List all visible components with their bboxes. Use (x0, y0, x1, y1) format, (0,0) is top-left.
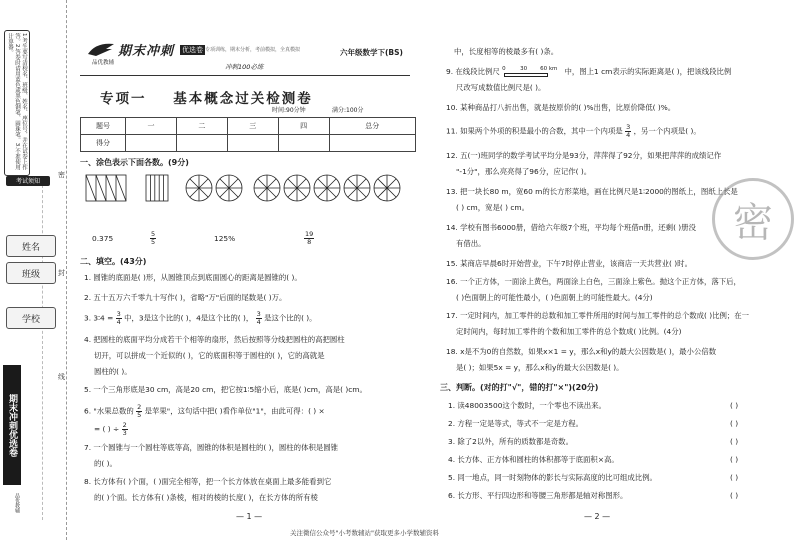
score-header: 一 (126, 118, 177, 135)
question-16-line-2: ( )色面朝上的可能性最小，( )色面朝上的可能性最大。(4分) (456, 293, 653, 302)
judge-item-2: 2. 方程一定是等式，等式不一定是方程。 (448, 419, 584, 428)
judge-item-5: 5. 同一地点，同一时刻物体的影长与实际高度的比可组成比例。 (448, 473, 657, 482)
binding-line (66, 0, 67, 540)
q9-part-a: 9. 在线段比例尺 (446, 67, 500, 76)
vertical-logo-text: 期末冲刺优选卷 (3, 365, 21, 485)
shading-figures (84, 171, 404, 231)
question-14-line-2: 有借出。 (456, 239, 486, 248)
question-6-line-2 (94, 422, 128, 437)
question-7-line-1: 7. 一个圆锥与一个圆柱等底等高，圆锥的体积是圆柱的( )，圆柱的体积是圆锥 (84, 443, 339, 452)
question-17-line-1: 17. 一定时间内，加工零件的总数和加工零件所用的时间与加工零件的总个数成( )比例；在一 (446, 311, 750, 320)
judge-item-4: 4. 长方体、正方体和圆柱的体积都等于底面积×高。 (448, 455, 619, 464)
judge-item-6: 6. 长方形、平行四边形和等腰三角形都是轴对称图形。 (448, 491, 628, 500)
full-score: 满分:100分 (332, 107, 364, 114)
section2-title: 二、填空。(43分) (80, 257, 147, 266)
shade-label-1: 0.375 (92, 234, 114, 243)
page-title: 专项一 基本概念过关检测卷 (100, 91, 313, 107)
question-18-line-2: 是( )；如果5x = y，那么x和y的最大公因数是( )。 (456, 363, 624, 372)
school-field[interactable]: 学校 (6, 307, 56, 329)
question-17-line-2: 定时间内，每时加工零件的个数和加工零件的总个数成( )比例。(4分) (456, 327, 682, 336)
question-4-line-2: 切开，可以拼成一个近似的( )，它的底面积等于圆柱的( )，它的高就是 (94, 351, 325, 360)
vertical-logo-sub: 品优教辅 (14, 493, 20, 513)
brand-tag: 优选卷 (182, 46, 203, 54)
score-header: 总分 (329, 118, 416, 135)
question-6 (84, 404, 325, 419)
q6-part-b: 是苹果"，这句话中把( )看作单位"1"，由此可得：( ) × (144, 406, 325, 416)
question-18-line-1: 18. x是不为0的自然数，如果x×1 = y，那么x和y的最大公因数是( )，最小公倍数 (446, 347, 717, 356)
question-2: 2. 五十五万六千零九十写作( )，省略"万"后面的尾数是( )万。 (84, 293, 287, 302)
exam-notes-badge: 考试须知 (6, 176, 50, 186)
shade-label-3: 125% (214, 234, 236, 243)
vertical-logo (2, 355, 24, 525)
circle-figures (186, 175, 400, 201)
brand-title: 期末冲刺 (118, 44, 175, 59)
score-table (80, 117, 416, 152)
score-cell[interactable] (126, 135, 177, 152)
question-15: 15. 某商店早晨6时开始营业，下午7时停止营业，该商店一天共营业( )时。 (446, 259, 692, 268)
shade-label-4: $\frac{19}{8}$ (305, 230, 314, 246)
q3-part-b: 中，3是这个比的( )，4是这个比的( )， (124, 313, 254, 323)
q11-part-b: ，另一个内项是( )。 (633, 126, 701, 136)
slogan: 专项训练，期末分析，考前模拟，全真模拟 (205, 47, 301, 53)
score-cell[interactable] (227, 135, 278, 152)
score-cell[interactable] (329, 135, 416, 152)
rect-figure-1 (86, 175, 126, 201)
question-13-line-2: ( ) cm，宽是( ) cm。 (456, 203, 530, 212)
question-12-line-1: 12. 五(一)班同学的数学考试平均分是93分，萍萍得了92分，如果把萍萍的成绩记作 (446, 151, 722, 160)
q11-part-a: 11. 如果两个外项的积是最小的合数，其中一个内项是 (446, 126, 623, 136)
header-rule (80, 75, 410, 76)
q6-part-a: 6. "水果总数的 (84, 406, 134, 416)
shade-label-2: $\frac{5}{5}$ (151, 230, 156, 246)
rect-figure-2 (146, 175, 168, 201)
binding-line-inner (42, 180, 43, 520)
score-header: 题号 (81, 118, 126, 135)
score-header: 三 (227, 118, 278, 135)
footer-note: 关注微信公众号"小考数辅站"获取更多小学数辅资料 (290, 529, 439, 537)
score-row-label: 得分 (81, 135, 126, 152)
question-5: 5. 一个三角形底是30 cm，高是20 cm，把它按1∶5缩小后，底是( )cm，高是( )cm。 (84, 385, 367, 394)
time-limit: 时间:90分钟 (272, 107, 306, 114)
judge-answer-2[interactable]: ( ) (730, 419, 739, 428)
judge-answer-3[interactable]: ( ) (730, 437, 739, 446)
judge-answer-4[interactable]: ( ) (730, 455, 739, 464)
judge-answer-5[interactable]: ( ) (730, 473, 739, 482)
grade-label: 六年级数学下(BS) (340, 48, 403, 57)
q6-part-c: = ( ) ÷ (94, 424, 120, 434)
page-number-2: — 2 — (584, 512, 611, 521)
question-8-line-2: 的( )个面。长方体有( )条棱，相对的棱的长度( )，在长方体的所有棱 (94, 493, 318, 502)
q11-fraction: $\frac{3}{4}$ (626, 123, 631, 139)
question-1: 1. 圆锥的底面是( )形，从圆锥顶点到底面圆心的距离是圆锥的( )。 (84, 273, 302, 282)
question-12-line-2: "-1分"，那么亮亮得了96分，应记作( )。 (456, 167, 592, 176)
judge-item-3: 3. 除了2以外，所有的质数都是奇数。 (448, 437, 573, 446)
q3-part-a: 3. 3∶4 = (84, 313, 114, 323)
score-cell[interactable] (176, 135, 227, 152)
brand-sub: 品优教辅 (92, 60, 115, 66)
question-8-line-1: 8. 长方体有( )个面，( )面完全相等，把一个长方体放在桌面上最多能看到它 (84, 477, 332, 486)
question-9-line-1 (446, 66, 731, 77)
seal-mark-2: 封 (58, 269, 65, 277)
score-header: 四 (278, 118, 329, 135)
question-13-line-1: 13. 把一块长80 m，宽60 m的长方形菜地，画在比例尺是1∶2000的图纸上，图纸上长是 (446, 187, 738, 196)
q9-part-b: 中，图上1 cm表示的实际距离是( )，把该线段比例 (564, 67, 732, 76)
exam-notes: 1.考生要写清校名、班级、姓名、座位号，并在试卷上作答。2.答卷时请用蓝色或黑色钢笔、圆珠笔。3.不准使用计算器。 (4, 30, 30, 176)
score-cell[interactable] (278, 135, 329, 152)
secret-stamp-text: 密 (733, 199, 773, 246)
question-9-line-2: 尺改写成数值比例尺是( )。 (456, 83, 546, 92)
q3-part-c: 是这个比的( )。 (264, 313, 317, 323)
seal-mark-1: 密 (58, 171, 65, 179)
secret-stamp (712, 178, 794, 260)
question-14-line-1: 14. 学校有图书6000册，借给六年级7个班，平均每个班借n册，还剩( )册没 (446, 223, 696, 232)
section1-title: 一、涂色表示下面各数。(9分) (80, 158, 189, 167)
seal-mark-3: 线 (58, 373, 65, 381)
q3-fraction: $\frac{3}{4}$ (116, 310, 121, 326)
question-4-line-1: 4. 把圆柱的底面平均分成若干个相等的扇形，然后按照等分线把圆柱的高把圆柱 (84, 335, 345, 344)
section3-title: 三、判断。(对的打"√"，错的打"×")(20分) (440, 383, 599, 392)
line-scale: 0 30 60 km (502, 67, 562, 77)
question-8-line-3: 中，长度相等的棱最多有( )条。 (454, 47, 559, 56)
judge-answer-1[interactable]: ( ) (730, 401, 739, 410)
question-4-line-3: 圆柱的( )。 (94, 367, 132, 376)
q3-fraction-b: $\frac{3}{4}$ (256, 310, 261, 326)
question-11 (446, 124, 701, 139)
question-7-line-2: 的( )。 (94, 459, 117, 468)
motto: 冲刺100必练 (225, 63, 264, 71)
question-10: 10. 某种商品打八折出售，就是按原价的( )%出售，比原价降低( )%。 (446, 103, 676, 112)
class-field[interactable]: 班级 (6, 262, 56, 284)
judge-answer-6[interactable]: ( ) (730, 491, 739, 500)
question-16-line-1: 16. 一个正方体，一面涂上黄色，两面涂上白色，三面涂上紫色。抛这个正方体，落下后， (446, 277, 741, 286)
q6-fraction-b: $\frac{2}{3}$ (122, 421, 127, 437)
judge-item-1: 1. 读48003500这个数时，一个零也不读出来。 (448, 401, 606, 410)
score-header: 二 (176, 118, 227, 135)
brand-logo-icon (86, 40, 116, 58)
question-3 (84, 311, 317, 326)
page-number-1: — 1 — (236, 512, 263, 521)
q6-fraction: $\frac{2}{5}$ (137, 403, 142, 419)
name-field[interactable]: 姓名 (6, 235, 56, 257)
